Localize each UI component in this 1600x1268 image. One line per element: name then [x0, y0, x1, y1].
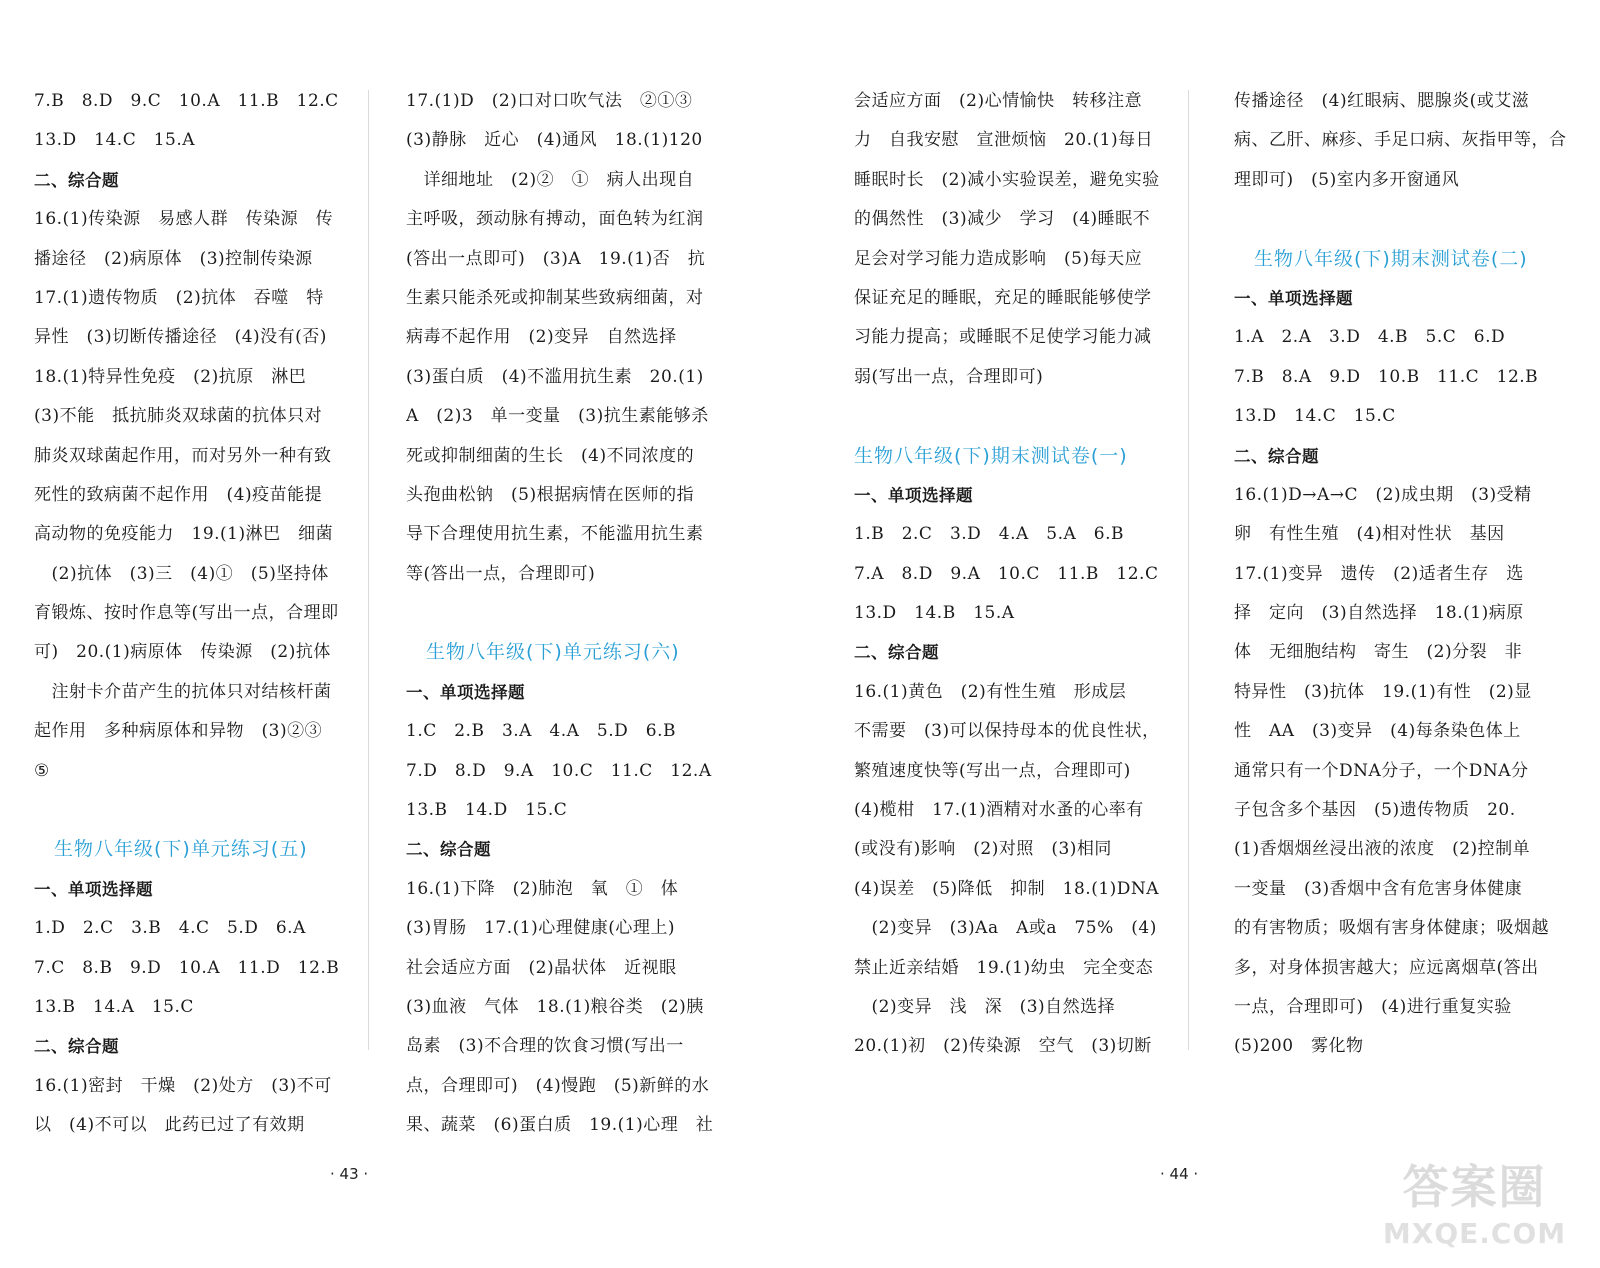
answer-line: 果、蔬菜 (6)蛋白质 19.(1)心理 社	[406, 1115, 714, 1136]
answer-line: 习能力提高；或睡眠不足使学习能力减	[854, 327, 1152, 348]
answer-line: 特异性 (3)抗体 19.(1)有性 (2)显	[1234, 681, 1532, 702]
spacer	[406, 594, 746, 633]
column-divider	[1188, 90, 1189, 1050]
answer-line: (4)误差 (5)降低 抑制 18.(1)DNA	[854, 878, 1160, 899]
section-heading: 二、综合题	[854, 643, 939, 663]
answer-line: 多，对身体损害越大；应远离烟草(答出	[1234, 957, 1539, 978]
section-heading: 二、综合题	[34, 170, 119, 190]
spacer	[854, 397, 1194, 436]
section-heading: 二、综合题	[34, 1037, 119, 1057]
section-heading: 二、综合题	[1234, 446, 1319, 466]
answer-line: 16.(1)D→A→C (2)成虫期 (3)受精	[1234, 484, 1532, 505]
answer-line: 16.(1)密封 干燥 (2)处方 (3)不可	[34, 1075, 332, 1096]
answer-line: 肺炎双球菌起作用，而对另外一种有致	[34, 445, 332, 466]
answer-line: 一变量 (3)香烟中含有危害身体健康	[1234, 878, 1523, 899]
section-title: 生物八年级(下)单元练习(五)	[34, 838, 308, 861]
answer-line: 弱(写出一点，合理即可)	[854, 366, 1044, 387]
answer-line: 病毒不起作用 (2)变异 自然选择	[406, 327, 677, 348]
answer-line: 播途径 (2)病原体 (3)控制传染源	[34, 248, 313, 269]
answer-line: 导下合理使用抗生素，不能滥用抗生素	[406, 524, 704, 545]
answer-line: 头孢曲松钠 (5)根据病情在医师的指	[406, 484, 695, 505]
answer-line: ⑤	[34, 760, 50, 781]
answer-line: 13.D 14.C 15.C	[1234, 406, 1396, 427]
answer-line: 高动物的免疫能力 19.(1)淋巴 细菌	[34, 524, 334, 545]
answer-line: 13.B 14.D 15.C	[406, 800, 568, 821]
answer-line: 性 AA (3)变异 (4)每条染色体上	[1234, 721, 1521, 742]
answer-line: 繁殖速度快等(写出一点，合理即可)	[854, 760, 1131, 781]
answer-line: 子包含多个基因 (5)遗传物质 20.	[1234, 800, 1516, 821]
answer-line: (3)胃肠 17.(1)心理健康(心理上)	[406, 918, 675, 939]
answer-line: A (2)3 单一变量 (3)抗生素能够杀	[406, 406, 709, 427]
section-title: 生物八年级(下)单元练习(六)	[406, 641, 680, 664]
answer-line: (3)蛋白质 (4)不滥用抗生素 20.(1)	[406, 366, 704, 387]
answer-line: 力 自我安慰 宣泄烦恼 20.(1)每日	[854, 130, 1154, 151]
answer-line: 主呼吸，颈动脉有搏动，面色转为红润	[406, 209, 704, 230]
answer-line: 20.(1)初 (2)传染源 空气 (3)切断	[854, 1036, 1152, 1057]
answer-line: 1.B 2.C 3.D 4.A 5.A 6.B	[854, 524, 1124, 545]
answer-line: 点，合理即可) (4)慢跑 (5)新鲜的水	[406, 1075, 710, 1096]
answer-line: 保证充足的睡眠，充足的睡眠能够使学	[854, 287, 1152, 308]
answer-line: 等(答出一点，合理即可)	[406, 563, 596, 584]
answer-line: (2)变异 浅 深 (3)自然选择	[854, 996, 1116, 1017]
watermark	[1367, 1151, 1582, 1250]
column-right-2	[1234, 82, 1574, 1067]
answer-line: 起作用 多种病原体和异物 (3)②③	[34, 721, 323, 742]
answer-line: 卵 有性生殖 (4)相对性状 基因	[1234, 524, 1505, 545]
answer-line: 17.(1)D (2)口对口吹气法 ②①③	[406, 91, 693, 111]
answer-line: (答出一点即可) (3)A 19.(1)否 抗	[406, 248, 706, 269]
answer-line: 7.D 8.D 9.A 10.C 11.C 12.A	[406, 760, 712, 781]
page-number: · 44 ·	[1160, 1165, 1199, 1183]
section-heading: 二、综合题	[406, 840, 491, 860]
section-heading: 一、单项选择题	[34, 879, 153, 899]
section-title: 生物八年级(下)期末测试卷(二)	[1234, 247, 1528, 270]
answer-line: 17.(1)遗传物质 (2)抗体 吞噬 特	[34, 287, 324, 308]
answer-line: 注射卡介苗产生的抗体只对结核杆菌	[34, 681, 332, 702]
answer-line: 以 (4)不可以 此药已过了有效期	[34, 1115, 305, 1136]
answer-line: 16.(1)传染源 易感人群 传染源 传	[34, 209, 334, 230]
section-heading: 一、单项选择题	[854, 485, 973, 505]
answer-line: 禁止近亲结婚 19.(1)幼虫 完全变态	[854, 957, 1154, 978]
answer-line: 7.A 8.D 9.A 10.C 11.B 12.C	[854, 563, 1159, 584]
answer-line: 理即可) (5)室内多开窗通风	[1234, 169, 1460, 190]
answer-line: 的有害物质；吸烟有害身体健康；吸烟越	[1234, 918, 1549, 939]
section-heading: 一、单项选择题	[406, 682, 525, 702]
answer-line: 1.D 2.C 3.B 4.C 5.D 6.A	[34, 918, 306, 939]
watermark-logo-text: 答案圈	[1402, 1160, 1547, 1214]
column-left-2	[406, 82, 746, 1146]
spacer	[34, 791, 374, 830]
answer-line: 不需要 (3)可以保持母本的优良性状，	[854, 721, 1160, 742]
answer-line: (3)血液 气体 18.(1)粮谷类 (2)胰	[406, 996, 704, 1017]
answer-line: 17.(1)变异 遗传 (2)适者生存 选	[1234, 563, 1524, 584]
section-heading: 一、单项选择题	[1234, 288, 1353, 308]
answer-line: 13.D 14.C 15.A	[34, 130, 196, 151]
answer-line: 7.B 8.A 9.D 10.B 11.C 12.B	[1234, 366, 1539, 387]
answer-line: (或没有)影响 (2)对照 (3)相同	[854, 839, 1112, 860]
answer-line: 1.A 2.A 3.D 4.B 5.C 6.D	[1234, 327, 1506, 348]
answer-line: 生素只能杀死或抑制某些致病细菌，对	[406, 287, 704, 308]
answer-line: 7.C 8.B 9.D 10.A 11.D 12.B	[34, 957, 340, 978]
answer-line: 体 无细胞结构 寄生 (2)分裂 非	[1234, 642, 1523, 663]
answer-line: 的偶然性 (3)减少 学习 (4)睡眠不	[854, 209, 1151, 230]
answer-line: 一点，合理即可) (4)进行重复实验	[1234, 996, 1512, 1017]
answer-line: (2)抗体 (3)三 (4)① (5)坚持体	[34, 563, 329, 584]
watermark-url: MXQE.COM	[1382, 1217, 1567, 1250]
answer-line: 死性的致病菌不起作用 (4)疫苗能提	[34, 484, 323, 505]
answer-line: 13.B 14.A 15.C	[34, 996, 194, 1017]
answer-line: 死或抑制细菌的生长 (4)不同浓度的	[406, 445, 695, 466]
answer-line: 育锻炼、按时作息等(写出一点，合理即	[34, 603, 339, 624]
spacer	[1234, 200, 1574, 239]
answer-line: 通常只有一个DNA分子，一个DNA分	[1234, 760, 1529, 781]
answer-line: 传播途径 (4)红眼病、腮腺炎(或艾滋	[1234, 91, 1530, 111]
answer-line: 16.(1)黄色 (2)有性生殖 形成层	[854, 681, 1127, 702]
answer-line: 足会对学习能力造成影响 (5)每天应	[854, 248, 1143, 269]
answer-line: 岛素 (3)不合理的饮食习惯(写出一	[406, 1036, 684, 1057]
answer-line: (4)榄柑 17.(1)酒精对水蚤的心率有	[854, 800, 1144, 821]
answer-line: 择 定向 (3)自然选择 18.(1)病原	[1234, 603, 1524, 624]
answer-line: 13.D 14.B 15.A	[854, 603, 1015, 624]
answer-line: 异性 (3)切断传播途径 (4)没有(否)	[34, 327, 327, 348]
column-right-1	[854, 82, 1194, 1067]
section-title: 生物八年级(下)期末测试卷(一)	[854, 444, 1128, 467]
answer-line: (2)变异 (3)Aa A或a 75% (4)	[854, 918, 1157, 939]
answer-line: 睡眠时长 (2)减小实验误差，避免实验	[854, 169, 1160, 190]
answer-line: (5)200 雾化物	[1234, 1036, 1364, 1057]
page-44	[800, 0, 1600, 1268]
page-number: · 43 ·	[330, 1165, 369, 1183]
column-divider	[368, 90, 369, 1050]
answer-line: (3)静脉 近心 (4)通风 18.(1)120	[406, 130, 703, 151]
answer-line: 7.B 8.D 9.C 10.A 11.B 12.C	[34, 91, 339, 111]
answer-line: 详细地址 (2)② ① 病人出现自	[406, 169, 695, 190]
answer-line: (3)不能 抵抗肺炎双球菌的抗体只对	[34, 406, 323, 427]
column-left-1	[34, 82, 374, 1146]
answer-line: 社会适应方面 (2)晶状体 近视眼	[406, 957, 677, 978]
answer-line: 18.(1)特异性免疫 (2)抗原 淋巴	[34, 366, 307, 387]
answer-line: 可) 20.(1)病原体 传染源 (2)抗体	[34, 642, 331, 663]
answer-line: 16.(1)下降 (2)肺泡 氧 ① 体	[406, 878, 679, 899]
answer-line: 1.C 2.B 3.A 4.A 5.D 6.B	[406, 721, 676, 742]
answer-line: (1)香烟烟丝浸出液的浓度 (2)控制单	[1234, 839, 1531, 860]
answer-line: 病、乙肝、麻疹、手足口病、灰指甲等，合	[1234, 130, 1567, 151]
answer-line: 会适应方面 (2)心情愉快 转移注意	[854, 91, 1143, 111]
